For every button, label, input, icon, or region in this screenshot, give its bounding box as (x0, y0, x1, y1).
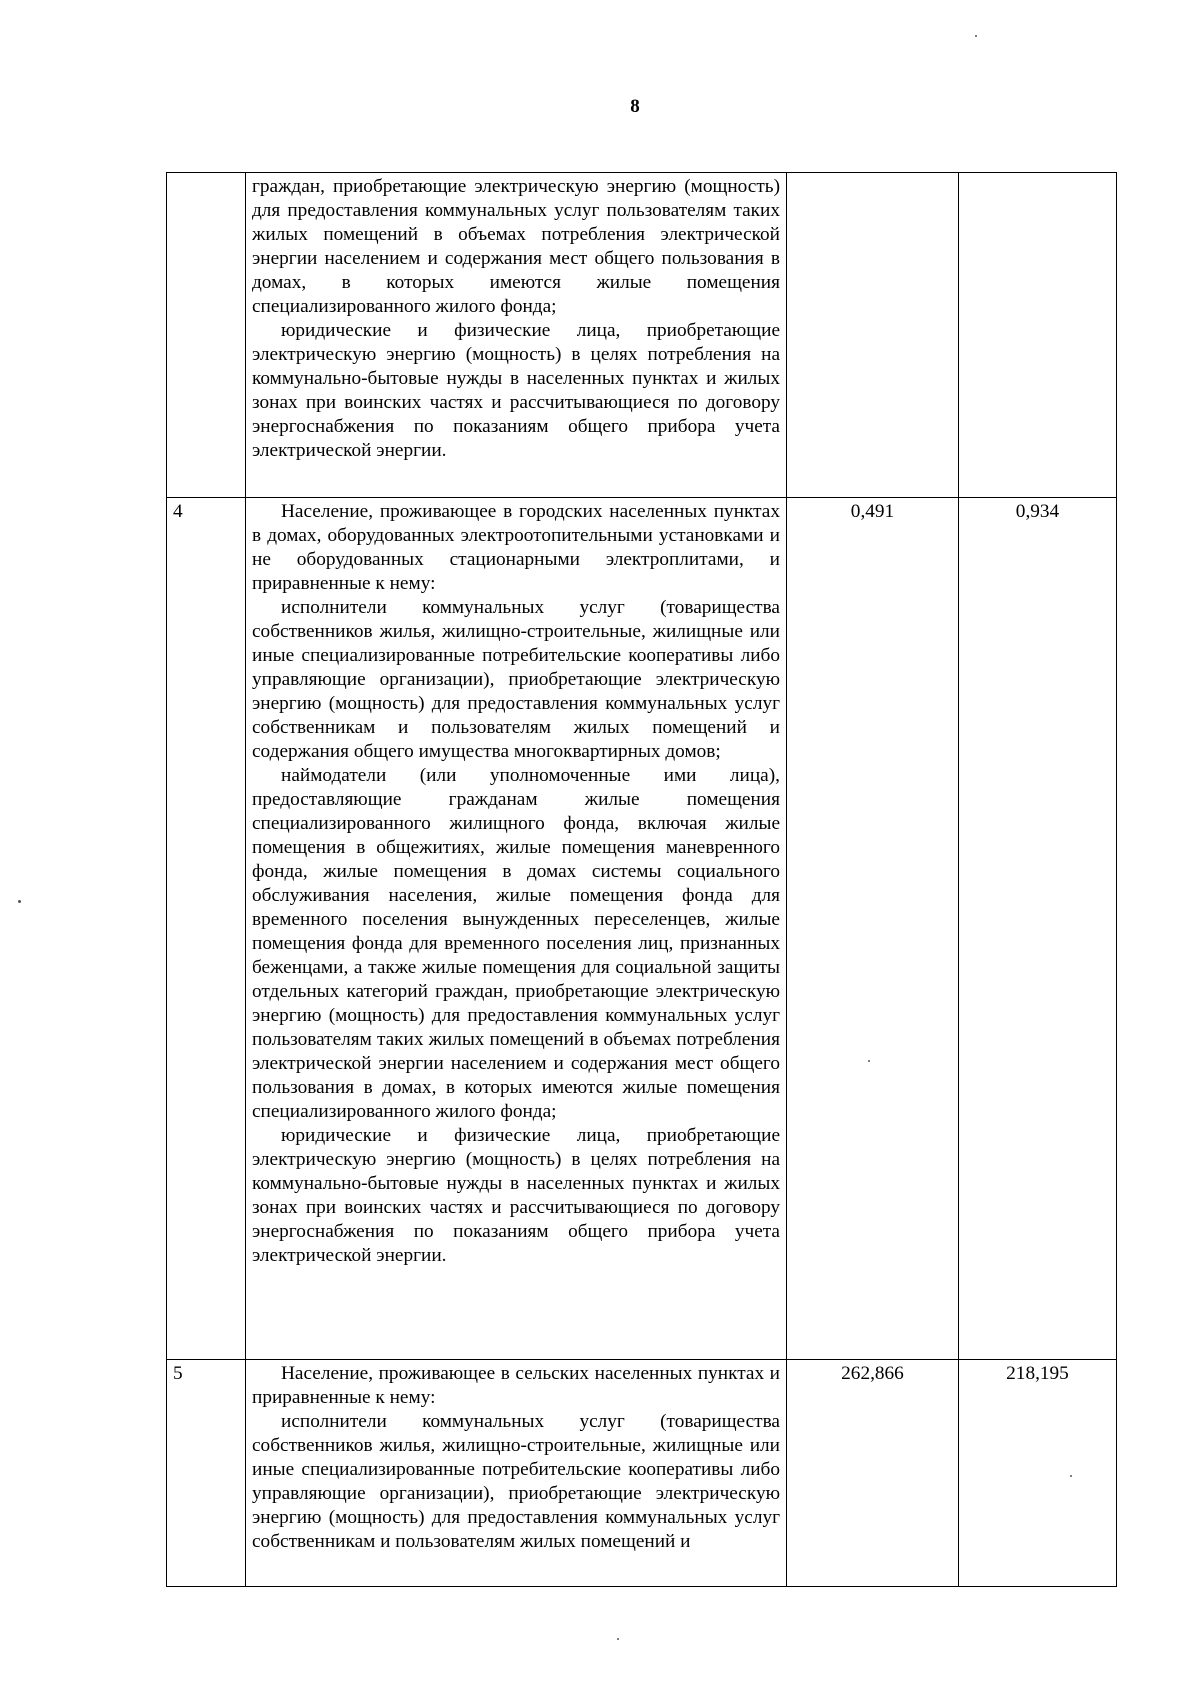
speck (975, 35, 977, 37)
row-description (246, 1360, 787, 1587)
row-description (246, 173, 787, 498)
table-row (167, 1360, 1117, 1587)
paragraph: Население, проживающее в сельских населенных пунктах и приравненные к нему: (252, 1363, 780, 1408)
value-2: 218,195 (959, 1360, 1117, 1587)
table-row (167, 498, 1117, 1360)
row-description (246, 498, 787, 1360)
tariff-table (166, 172, 1117, 1587)
speck (18, 900, 21, 903)
paragraph: юридические и физические лица, приобретающие электрическую энергию (мощность) в целях потребления на коммунально-бытовые нужды в населенных пунктах и жилых зонах при воинских частях и рассчитывающиеся по договору энергоснабжения по показаниям общего прибора учета электрической энергии. (252, 320, 780, 461)
value-1 (787, 173, 959, 498)
paragraph: наймодатели (или уполномоченные ими лица), предоставляющие гражданам жилые помещения специализированного жилищного фонда, включая жилые помещения в общежитиях, жилые помещения маневренного фонда, жилые помещения в домах системы социального обслуживания населения, жилые помещения фонда для временного поселения вынужденных переселенцев, жилые помещения фонда для временного поселения лиц, признанных беженцами, а также жилые помещения для социальной защиты отдельных категорий граждан, приобретающие электрическую энергию (мощность) для предоставления коммунальных услуг пользователям таких жилых помещений в объемах потребления электрической энергии населением и содержания мест общего пользования в домах, в которых имеются жилые помещения специализированного жилого фонда; (252, 765, 780, 1122)
value-1: 0,491 (787, 498, 959, 1360)
table-row (167, 173, 1117, 498)
paragraph: Население, проживающее в городских населенных пунктах в домах, оборудованных электроотопительными установками и не оборудованных стационарными электроплитами, и приравненные к нему: (252, 501, 780, 594)
paragraph: юридические и физические лица, приобретающие электрическую энергию (мощность) в целях потребления на коммунально-бытовые нужды в населенных пунктах и жилых зонах при воинских частях и рассчитывающиеся по договору энергоснабжения по показаниям общего прибора учета электрической энергии. (252, 1125, 780, 1266)
speck (868, 1060, 870, 1062)
value-2 (959, 173, 1117, 498)
paragraph: исполнители коммунальных услуг (товарищества собственников жилья, жилищно-строительные, жилищные или иные специализированные потребительские кооперативы либо управляющие организации), приобретающие электрическую энергию (мощность) для предоставления коммунальных услуг собственникам и пользователям жилых помещений и (252, 1411, 780, 1552)
speck (1070, 1475, 1072, 1477)
value-2: 0,934 (959, 498, 1117, 1360)
paragraph: исполнители коммунальных услуг (товарищества собственников жилья, жилищно-строительные, жилищные или иные специализированные потребительские кооперативы либо управляющие организации), приобретающие электрическую энергию (мощность) для предоставления коммунальных услуг собственникам и пользователям жилых помещений и содержания общего имущества многоквартирных домов; (252, 597, 780, 762)
row-number (167, 173, 246, 498)
row-number: 5 (167, 1360, 246, 1587)
speck (617, 1638, 619, 1640)
page-number: 8 (630, 96, 640, 117)
value-1: 262,866 (787, 1360, 959, 1587)
row-number: 4 (167, 498, 246, 1360)
paragraph: граждан, приобретающие электрическую энергию (мощность) для предоставления коммунальных услуг пользователям таких жилых помещений в объемах потребления электрической энергии населением и содержания мест общего пользования в домах, в которых имеются жилые помещения специализированного жилого фонда; (252, 176, 780, 317)
